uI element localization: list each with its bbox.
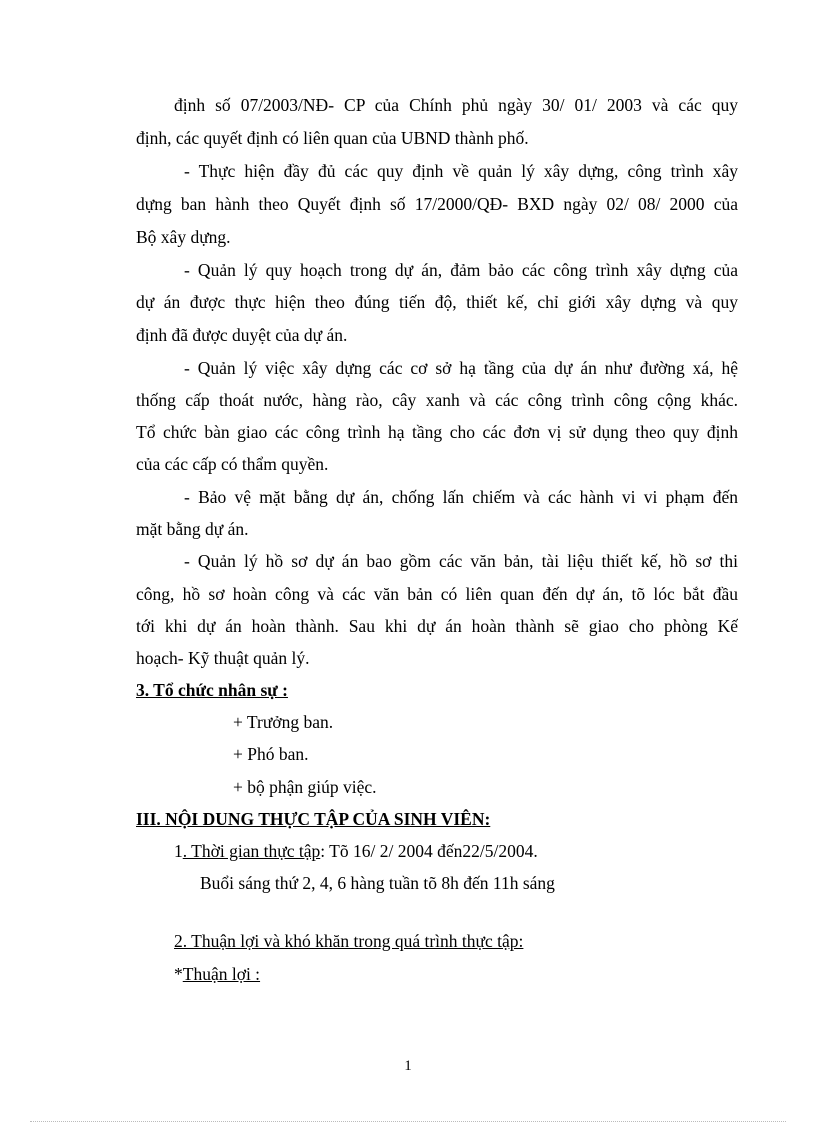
paragraph-line: - Quản lý hồ sơ dự án bao gồm các văn bản, tài liệu thiết kế, hồ sơ thi [184, 551, 738, 571]
paragraph-line: - Quản lý quy hoạch trong dự án, đảm bảo các công trình xây dựng của [184, 260, 738, 280]
paragraph-line: - Bảo vệ mặt bằng dự án, chống lấn chiếm và các hành vi vi phạm đến [184, 487, 738, 507]
list-item: + Phó ban. [233, 744, 309, 764]
paragraph-line: Tổ chức bàn giao các công trình hạ tầng cho các đơn vị sử dụng theo quy định [136, 422, 738, 442]
internship-time-label: . Thời gian thực tập [182, 841, 321, 861]
paragraph-line: định đã được duyệt của dự án. [136, 325, 348, 345]
paragraph-line: hoạch- Kỹ thuật quản lý. [136, 648, 310, 668]
paragraph-line: - Thực hiện đầy đủ các quy định về quản lý xây dựng, công trình xây [184, 161, 738, 181]
paragraph-line: dự án được thực hiện theo đúng tiến độ, thiết kế, chỉ giới xây dựng và quy [136, 292, 738, 312]
paragraph-line: tới khi dự án hoàn thành. Sau khi dự án hoàn thành sẽ giao cho phòng Kế [136, 616, 738, 636]
internship-schedule: Buổi sáng thứ 2, 4, 6 hàng tuần tõ 8h đến 11h sáng [200, 873, 555, 893]
paragraph-line: mặt bằng dự án. [136, 519, 249, 539]
advantages-label: Thuận lợi : [182, 964, 261, 984]
asterisk-marker: * [174, 964, 183, 984]
page-bottom-divider [30, 1121, 786, 1122]
paragraph-line: định, các quyết định có liên quan của UBND thành phố. [136, 128, 529, 148]
advantages-heading: 2. Thuận lợi và khó khăn trong quá trình thực tập: [174, 931, 524, 951]
paragraph-line: của các cấp có thẩm quyền. [136, 454, 329, 474]
section-heading-internship: III. NỘI DUNG THỰC TẬP CỦA SINH VIÊN: [136, 809, 491, 829]
paragraph-line: dựng ban hành theo Quyết định số 17/2000/QĐ- BXD ngày 02/ 08/ 2000 của [136, 194, 738, 214]
list-item: + bộ phận giúp việc. [233, 777, 377, 797]
internship-time-line [174, 839, 538, 863]
internship-time-value: : Tõ 16/ 2/ 2004 đến22/5/2004. [320, 841, 538, 861]
paragraph-line: - Quản lý việc xây dựng các cơ sở hạ tầng của dự án như đường xá, hệ [184, 358, 738, 378]
section-heading-staffing: 3. Tổ chức nhân sự : [136, 680, 288, 700]
page-number: 1 [404, 1058, 412, 1074]
paragraph-line: Bộ xây dựng. [136, 227, 231, 247]
advantages-subheading [174, 962, 260, 986]
list-item: + Trưởng ban. [233, 712, 334, 732]
item-number: 1 [174, 841, 183, 861]
paragraph-line: thống cấp thoát nước, hàng rào, cây xanh và các công trình công cộng khác. [136, 390, 738, 410]
paragraph-line: công, hồ sơ hoàn công và các văn bản có liên quan đến dự án, tõ lóc bắt đầu [136, 584, 738, 604]
paragraph-line: định số 07/2003/NĐ- CP của Chính phủ ngày 30/ 01/ 2003 và các quy [174, 95, 738, 115]
